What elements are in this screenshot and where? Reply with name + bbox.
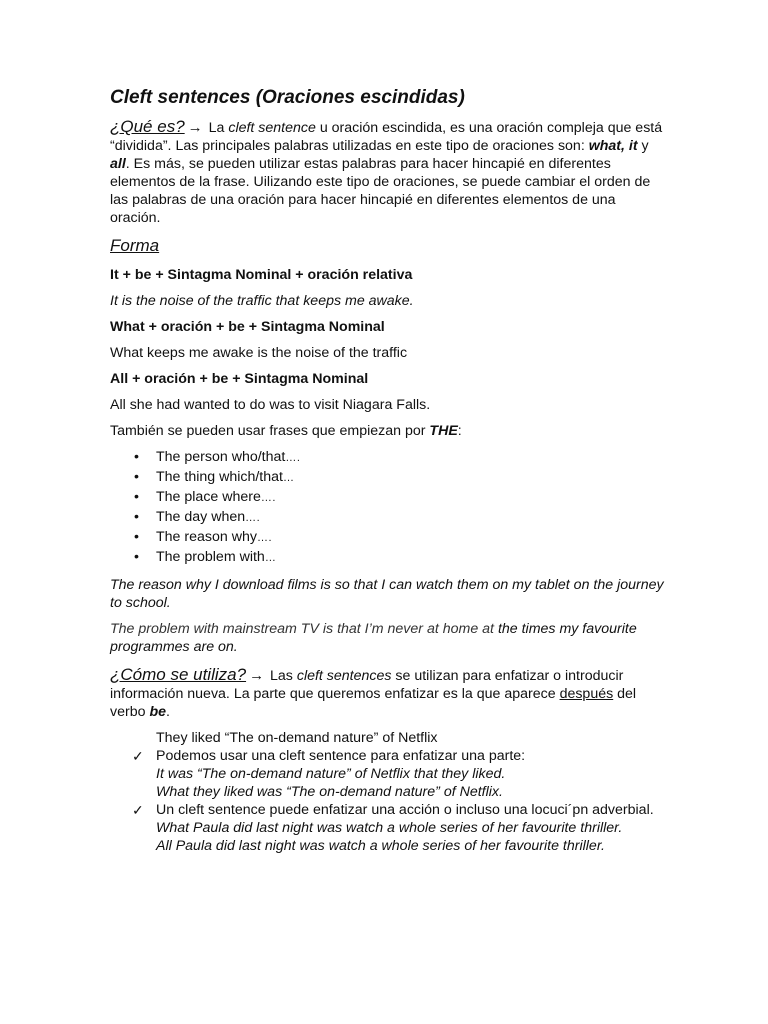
the-phrases-intro [110, 422, 665, 440]
checkmark-icon: ✓ [132, 802, 144, 818]
checkmark-icon: ✓ [132, 748, 144, 764]
list-item [156, 508, 665, 528]
uso-paragraph [110, 666, 665, 721]
uso-verb-be: be [149, 704, 166, 720]
the-intro-text: También se pueden usar frases que empiezan por [110, 423, 430, 439]
uso-term: cleft sentences [296, 668, 392, 684]
the-keyword: THE [429, 423, 458, 439]
list-item [156, 488, 665, 508]
rule-it: It + be + Sintagma Nominal + oración relativa [110, 267, 413, 283]
intro-text-7: . Es más, se pueden utilizar estas palabras para hacer hincapié en diferentes elementos de la frase. Uilizando este tipo de oraciones, se puede cambiar el orden de las palabras de una oración para hacer hincapié en diferentes elementos de una oración. [110, 156, 651, 226]
list-item-dots: … [264, 552, 277, 564]
list-item [156, 448, 665, 468]
list-item-text: The place where [156, 489, 261, 505]
document-content [110, 86, 665, 855]
list-item-dots: …. [285, 452, 301, 464]
list-item-dots: …. [260, 492, 276, 504]
check-item-text: Un cleft sentence puede enfatizar una acción o incluso una locuci´pn adverbial. [156, 802, 654, 818]
the-intro-colon: : [457, 423, 462, 439]
uso-text-7: . [166, 704, 170, 720]
rule-all: All + oración + be + Sintagma Nominal [110, 371, 369, 387]
list-item-dots: …. [245, 512, 261, 524]
example-all: All she had wanted to do was to visit Niagara Falls. [110, 397, 431, 413]
base-sentence-text: They liked “The on-demand nature” of Netflix [156, 730, 438, 746]
check-item-example: All Paula did last night was watch a whole series of her favourite thriller. [156, 838, 605, 854]
intro-paragraph [110, 118, 665, 227]
check-item [132, 801, 665, 855]
intro-heading: ¿Qué es? [110, 117, 185, 136]
list-item [156, 548, 665, 568]
uso-despues: después [559, 686, 614, 702]
uso-checklist [110, 729, 665, 855]
forma-section [110, 235, 665, 258]
uso-heading: ¿Cómo se utiliza? [110, 665, 247, 684]
arrow-right-icon: → [187, 119, 203, 136]
rule-what: What + oración + be + Sintagma Nominal [110, 319, 385, 335]
list-item-text: The person who/that [156, 449, 286, 465]
check-item-example: What they liked was “The on-demand nature” of Netflix. [156, 784, 503, 800]
check-item-example: It was “The on-demand nature” of Netflix that they liked. [156, 766, 506, 782]
intro-text-5: y [637, 138, 649, 154]
list-item-text: The problem with [156, 549, 265, 565]
list-item-dots: … [282, 472, 295, 484]
uso-text-3: se utilizan para enfatizar o introducir información nueva. La parte que queremos enfatizar es la que aparece [110, 668, 624, 702]
list-item-text: The thing which/that [156, 469, 283, 485]
example-it: It is the noise of the traffic that keeps me awake. [110, 293, 414, 309]
example-what: What keeps me awake is the noise of the traffic [110, 345, 408, 361]
intro-keyword-all: all [110, 156, 126, 172]
example-problem [110, 620, 665, 656]
intro-keywords: what, it [588, 138, 638, 154]
example-reason: The reason why I download films is so that I can watch them on my tablet on the journey to school. [110, 577, 664, 611]
check-item-text: Podemos usar una cleft sentence para enfatizar una parte: [156, 748, 526, 764]
forma-heading: Forma [110, 236, 160, 255]
example-problem-part1: The problem with mainstream TV is that I’m never at home at [110, 621, 494, 637]
arrow-right-icon: → [249, 667, 265, 684]
intro-text-1: La [208, 120, 229, 136]
intro-term: cleft sentence [228, 120, 316, 136]
uso-text-1: Las [270, 668, 297, 684]
intro-text-3: u oración escindida, es una oración compleja que está “dividida”. Las principales palabras utilizadas en este tipo de oraciones son: [110, 120, 663, 154]
list-item [156, 528, 665, 548]
list-item-text: The day when [156, 509, 246, 525]
uso-text-5: del verbo [110, 686, 637, 720]
check-item-example: What Paula did last night was watch a whole series of her favourite thriller. [156, 820, 623, 836]
list-item [156, 468, 665, 488]
list-item-text: The reason why [156, 529, 257, 545]
list-item-dots: …. [256, 532, 273, 544]
the-phrases-list [110, 448, 665, 568]
check-item [132, 747, 665, 801]
example-problem-part2: the times my favourite programmes are on. [110, 621, 637, 655]
page-title: Cleft sentences (Oraciones escindidas) [110, 87, 465, 108]
base-sentence [156, 729, 665, 747]
